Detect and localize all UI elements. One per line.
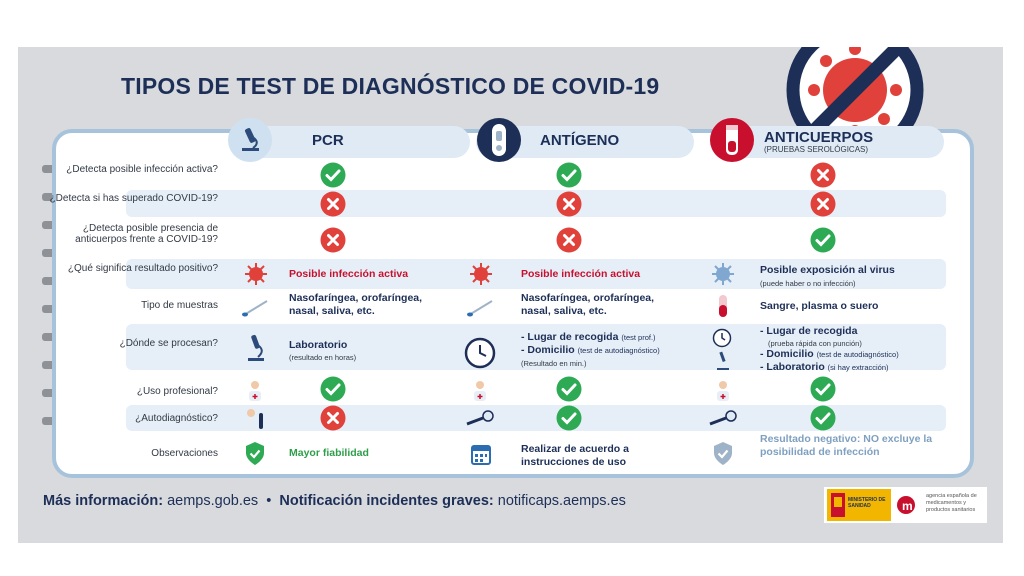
check-icon xyxy=(810,405,836,431)
clock-icon xyxy=(712,328,732,348)
self-test-icon xyxy=(708,409,738,427)
aemps-logo xyxy=(896,495,924,515)
anticuerpos-processing-3: - Laboratorio (si hay extracción) xyxy=(760,361,889,373)
ministerio-logo-text: MINISTERIO DE SANIDAD xyxy=(848,497,886,509)
antigeno-positive-meaning: Posible infección activa xyxy=(521,268,641,280)
cross-icon xyxy=(320,191,346,217)
anticuerpos-processing-2: - Domicilio (test de autodiagnóstico) xyxy=(760,348,899,360)
microscope-icon xyxy=(228,118,272,162)
healthcare-worker-icon xyxy=(472,380,488,402)
row-label-muestras: Tipo de muestras xyxy=(141,300,218,311)
svg-text:m: m xyxy=(902,499,913,513)
shield-check-icon xyxy=(712,441,734,467)
cross-icon xyxy=(556,191,582,217)
row-label-activa: ¿Detecta posible infección activa? xyxy=(66,164,218,175)
info-link[interactable]: aemps.gob.es xyxy=(167,493,259,509)
check-icon xyxy=(810,376,836,402)
cross-icon xyxy=(320,405,346,431)
footer-separator: • xyxy=(266,493,272,509)
virus-icon xyxy=(711,262,735,286)
cross-icon xyxy=(810,191,836,217)
column-subtitle-anticuerpos: (PRUEBAS SEROLÓGICAS) xyxy=(764,145,869,154)
self-test-icon xyxy=(465,409,495,427)
antigeno-sample: Nasofaríngea, orofaríngea, nasal, saliva, etc. xyxy=(521,292,655,317)
check-icon xyxy=(556,162,582,188)
cross-icon xyxy=(556,227,582,253)
institution-logos xyxy=(824,487,987,523)
virus-icon xyxy=(469,262,493,286)
blood-tube-icon xyxy=(717,294,729,318)
swab-icon xyxy=(240,297,270,319)
column-title-anticuerpos: ANTICUERPOS xyxy=(764,129,874,146)
info-label: Más información: xyxy=(43,493,164,509)
clock-icon xyxy=(464,337,496,369)
row-label-observaciones: Observaciones xyxy=(151,448,218,459)
check-icon xyxy=(810,227,836,253)
infographic xyxy=(18,47,1003,543)
check-icon xyxy=(556,376,582,402)
check-icon xyxy=(556,405,582,431)
anticuerpos-processing-1: - Lugar de recogida xyxy=(760,325,858,337)
swab-icon xyxy=(465,297,495,319)
pcr-positive-meaning: Posible infección activa xyxy=(289,268,409,280)
calendar-icon xyxy=(470,442,492,466)
blood-tube-icon xyxy=(710,118,754,162)
pcr-observation: Mayor fiabilidad xyxy=(289,447,369,459)
check-icon xyxy=(320,376,346,402)
pcr-processing-note: (resultado en horas) xyxy=(289,353,357,362)
pcr-sample: Nasofaríngea, orofaríngea, nasal, saliva, etc. xyxy=(289,292,423,317)
column-title-antigeno: ANTÍGENO xyxy=(540,132,620,149)
healthcare-worker-icon xyxy=(247,380,263,402)
antigeno-processing-note: (Resultado en min.) xyxy=(521,359,587,368)
row-label-procesan: ¿Dónde se procesan? xyxy=(119,338,218,349)
column-header-pcr xyxy=(244,126,470,158)
microscope-icon xyxy=(244,333,268,363)
antigeno-observation: Realizar de acuerdo a instrucciones de uso xyxy=(521,443,629,468)
row-label-anticuerpos: ¿Detecta posible presencia de anticuerpos frente a COVID-19? xyxy=(75,223,218,245)
healthcare-worker-icon xyxy=(715,380,731,402)
anticuerpos-processing-1-note: (prueba rápida con punción) xyxy=(768,339,862,348)
row-label-superado: ¿Detecta si has superado COVID-19? xyxy=(49,193,218,204)
check-icon xyxy=(320,162,346,188)
notif-link[interactable]: notificaps.aemps.es xyxy=(497,493,626,509)
antigen-test-icon xyxy=(477,118,521,162)
anticuerpos-observation: Resultado negativo: NO excluye la posibilidad de infección xyxy=(760,433,933,458)
row-label-profesional: ¿Uso profesional? xyxy=(136,386,218,397)
cross-icon xyxy=(810,162,836,188)
self-test-icon xyxy=(244,407,266,431)
antigeno-processing-2: - Domicilio (test de autodiagnóstico) xyxy=(521,344,660,356)
antigeno-processing-1: - Lugar de recogida (test prof.) xyxy=(521,331,656,343)
anticuerpos-positive-meaning: Posible exposición al virus xyxy=(760,264,895,276)
row-label-autodiagnostico: ¿Autodiagnóstico? xyxy=(135,413,218,424)
column-title-pcr: PCR xyxy=(312,132,344,149)
cross-icon xyxy=(320,227,346,253)
microscope-icon xyxy=(715,351,731,371)
notif-label: Notificación incidentes graves: xyxy=(279,493,494,509)
page-title: TIPOS DE TEST DE DIAGNÓSTICO DE COVID-19 xyxy=(121,73,660,99)
agencia-logo-text: agencia española de medicamentos y productos sanitarios xyxy=(926,493,977,513)
pcr-processing: Laboratorio xyxy=(289,339,348,351)
anticuerpos-positive-note: (puede haber o no infección) xyxy=(760,279,856,288)
virus-icon xyxy=(244,262,268,286)
row-label-significa: ¿Qué significa resultado positivo? xyxy=(67,263,218,274)
anticuerpos-sample: Sangre, plasma o suero xyxy=(760,300,879,312)
shield-check-icon xyxy=(244,441,266,467)
footer-info xyxy=(43,493,626,509)
